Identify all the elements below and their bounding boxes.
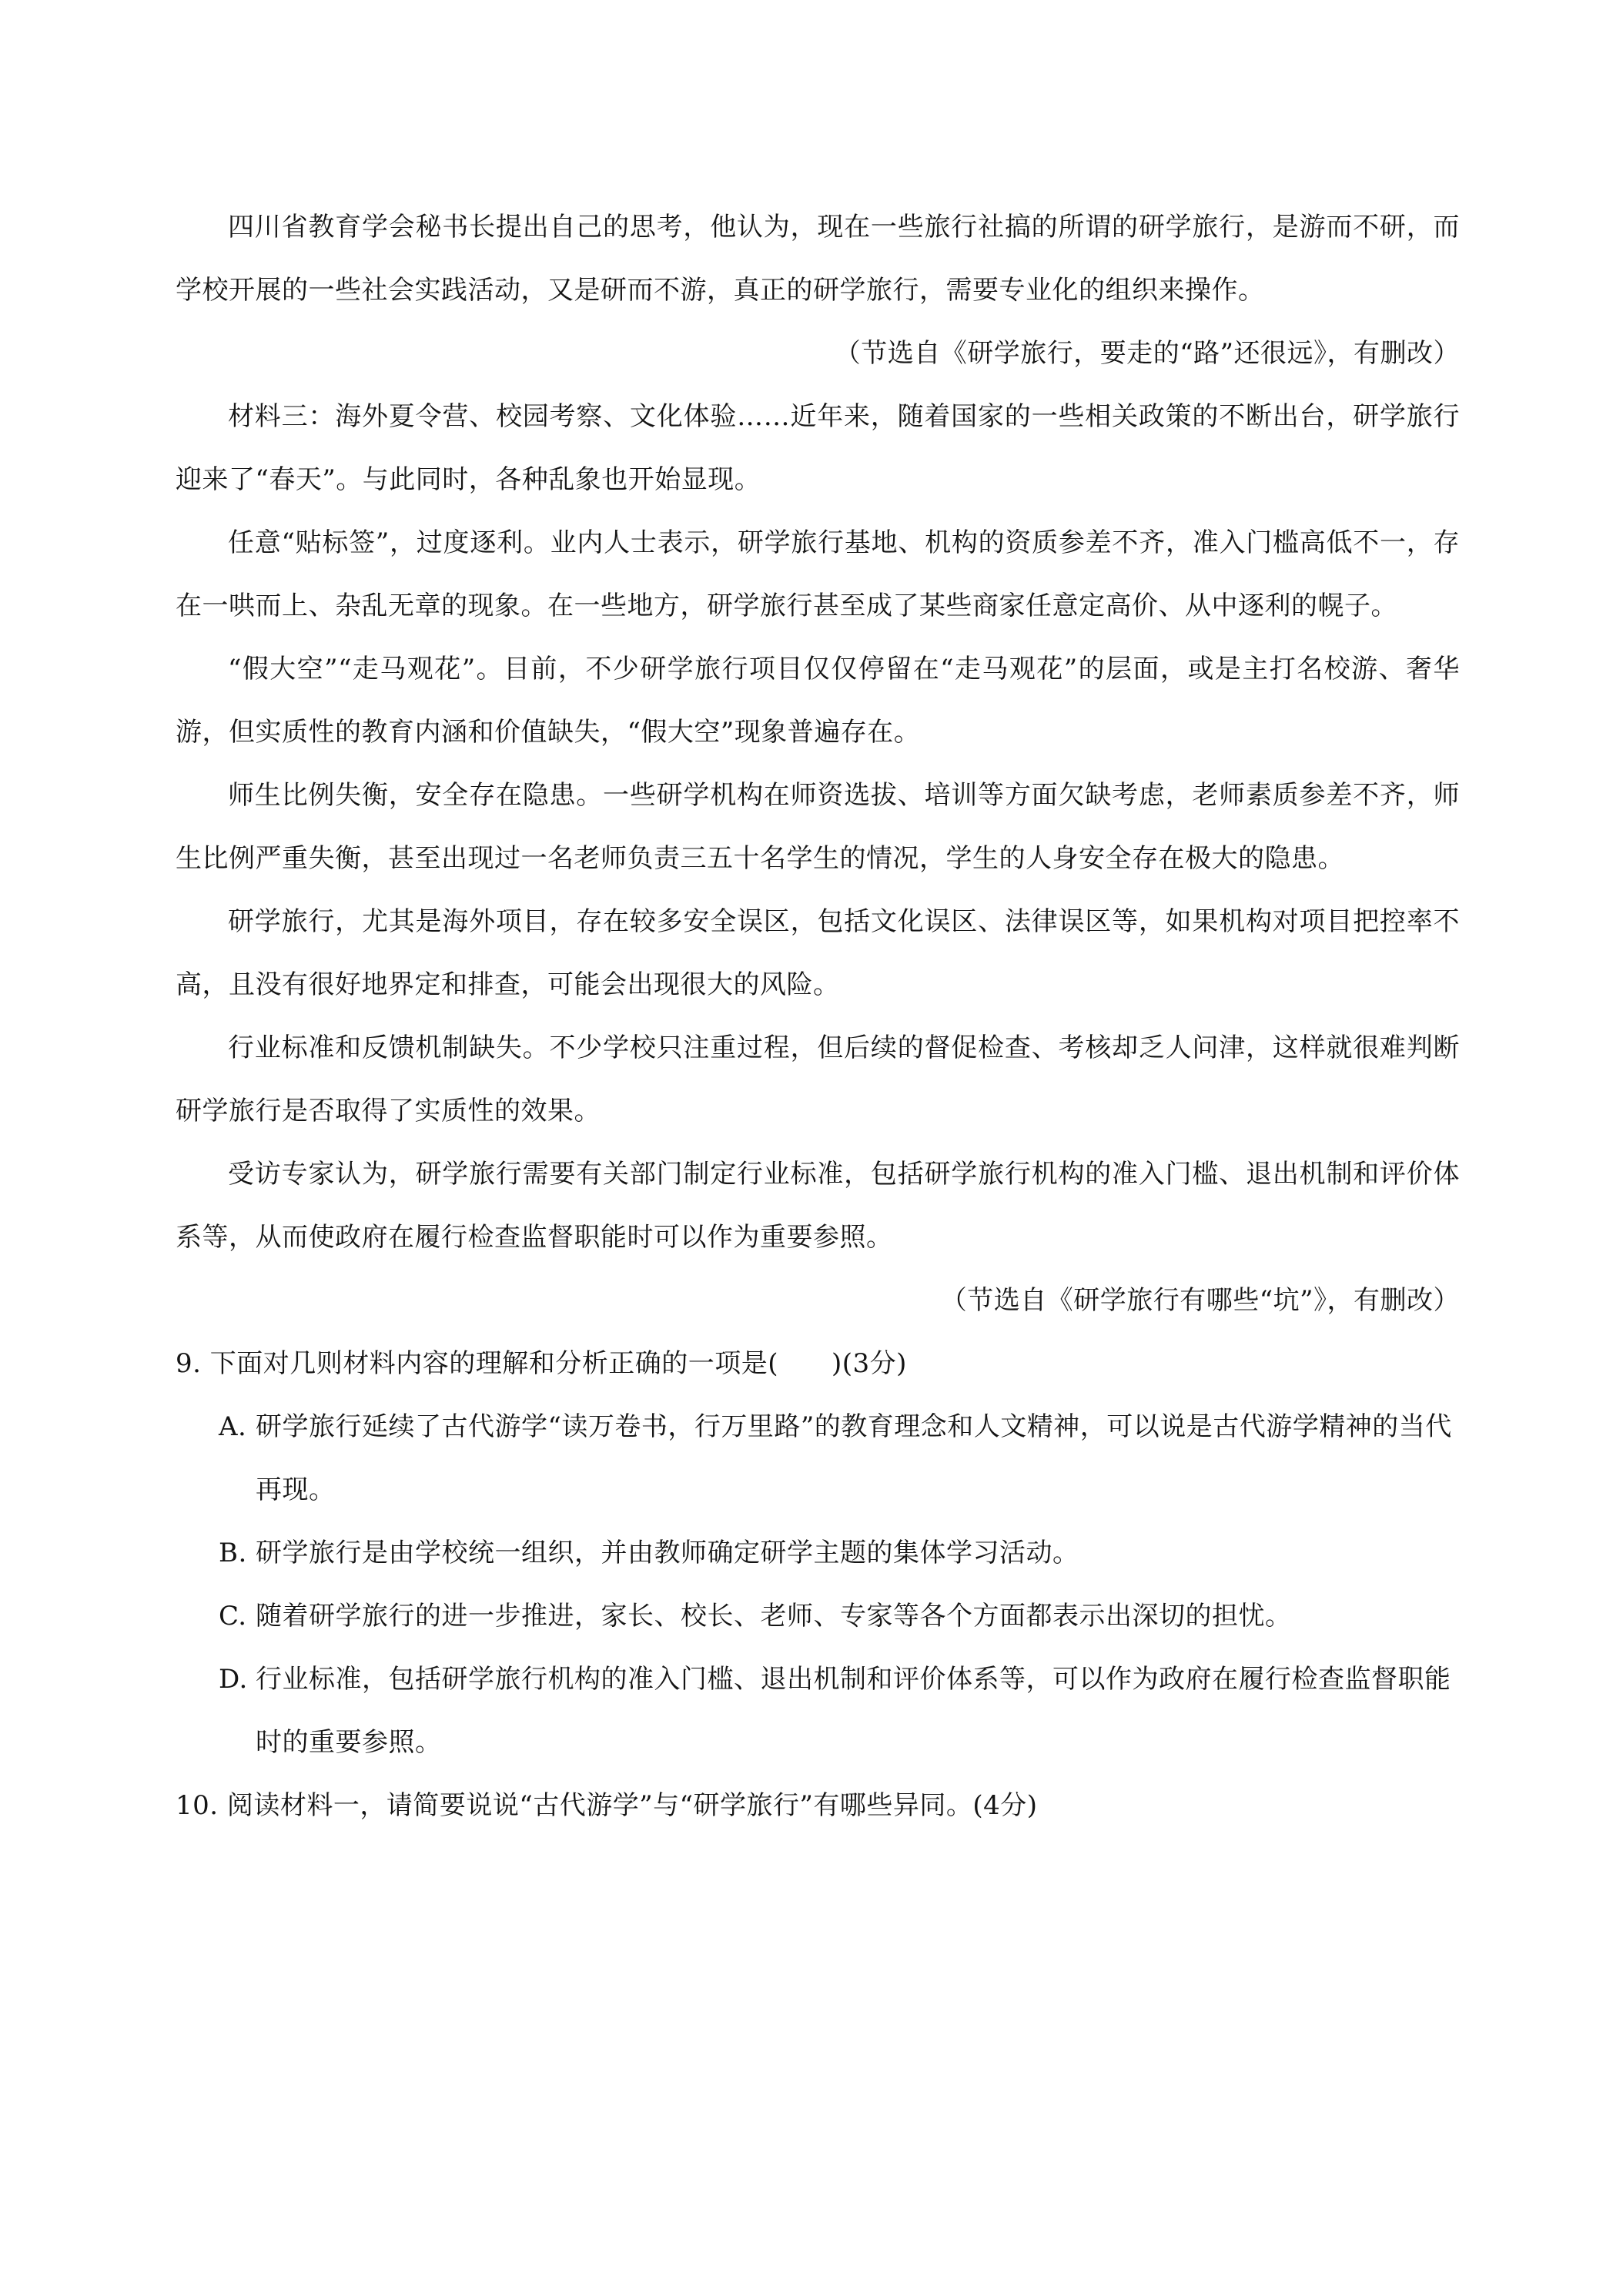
option-text: 研学旅行延续了古代游学“读万卷书，行万里路”的教育理念和人文精神，可以说是古代游学精神的当代再现。 [256,1411,1452,1505]
source-citation-1: （节选自《研学旅行，要走的“路”还很远》，有删改） [834,338,1460,369]
paragraph-education-society: 四川省教育学会秘书长提出自己的思考，他认为，现在一些旅行社搞的所谓的研学旅行，是游而不研，而学校开展的一些社会实践活动，又是研而不游，真正的研学旅行，需要专业化的组织来操作。 [176,212,1460,306]
question-9-option-a [176,1395,1460,1521]
source-citation-2: （节选自《研学旅行有哪些“坑”》，有删改） [940,1285,1460,1316]
option-text: 行业标准，包括研学旅行机构的准入门槛、退出机制和评价体系等，可以作为政府在履行检查监督职能时的重要参照。 [256,1664,1451,1758]
question-9-stem: 9. 下面对几则材料内容的理解和分析正确的一项是( )(3分) [176,1348,907,1379]
option-letter: C. [219,1601,247,1632]
paragraph-material-three: 材料三：海外夏令营、校园考察、文化体验……近年来，随着国家的一些相关政策的不断出台，研学旅行迎来了“春天”。与此同时，各种乱象也开始显现。 [176,401,1460,495]
paragraph-teacher-ratio: 师生比例失衡，安全存在隐患。一些研学机构在师资选拔、培训等方面欠缺考虑，老师素质参差不齐，师生比例严重失衡，甚至出现过一名老师负责三五十名学生的情况，学生的人身安全存在极大的隐患。 [176,780,1460,874]
option-letter: D. [219,1664,248,1695]
document-body [176,196,1460,1837]
option-text: 随着研学旅行的进一步推进，家长、校长、老师、专家等各个方面都表示出深切的担忧。 [256,1601,1292,1632]
paragraph-labels-profit: 任意“贴标签”，过度逐利。业内人士表示，研学旅行基地、机构的资质参差不齐，准入门槛高低不一，存在一哄而上、杂乱无章的现象。在一些地方，研学旅行甚至成了某些商家任意定高价、从中逐利的幌子。 [176,527,1460,621]
option-letter: A. [219,1411,247,1442]
paragraph-standards-missing: 行业标准和反馈机制缺失。不少学校只注重过程，但后续的督促检查、考核却乏人问津，这样就很难判断研学旅行是否取得了实质性的效果。 [176,1033,1460,1126]
option-letter: B. [219,1538,247,1568]
question-9-option-c [176,1585,1460,1648]
option-text: 研学旅行是由学校统一组织，并由教师确定研学主题的集体学习活动。 [256,1538,1079,1568]
paragraph-expert-view: 受访专家认为，研学旅行需要有关部门制定行业标准，包括研学旅行机构的准入门槛、退出机制和评价体系等，从而使政府在履行检查监督职能时可以作为重要参照。 [176,1159,1460,1253]
paragraph-overseas-risk: 研学旅行，尤其是海外项目，存在较多安全误区，包括文化误区、法律误区等，如果机构对项目把控率不高，且没有很好地界定和排查，可能会出现很大的风险。 [176,906,1460,1000]
question-9-option-d [176,1648,1460,1774]
paragraph-superficial: “假大空”“走马观花”。目前，不少研学旅行项目仅仅停留在“走马观花”的层面，或是主打名校游、奢华游，但实质性的教育内涵和价值缺失，“假大空”现象普遍存在。 [176,654,1460,748]
question-9-option-b [176,1521,1460,1585]
question-10-stem: 10. 阅读材料一，请简要说说“古代游学”与“研学旅行”有哪些异同。(4分) [176,1790,1038,1821]
